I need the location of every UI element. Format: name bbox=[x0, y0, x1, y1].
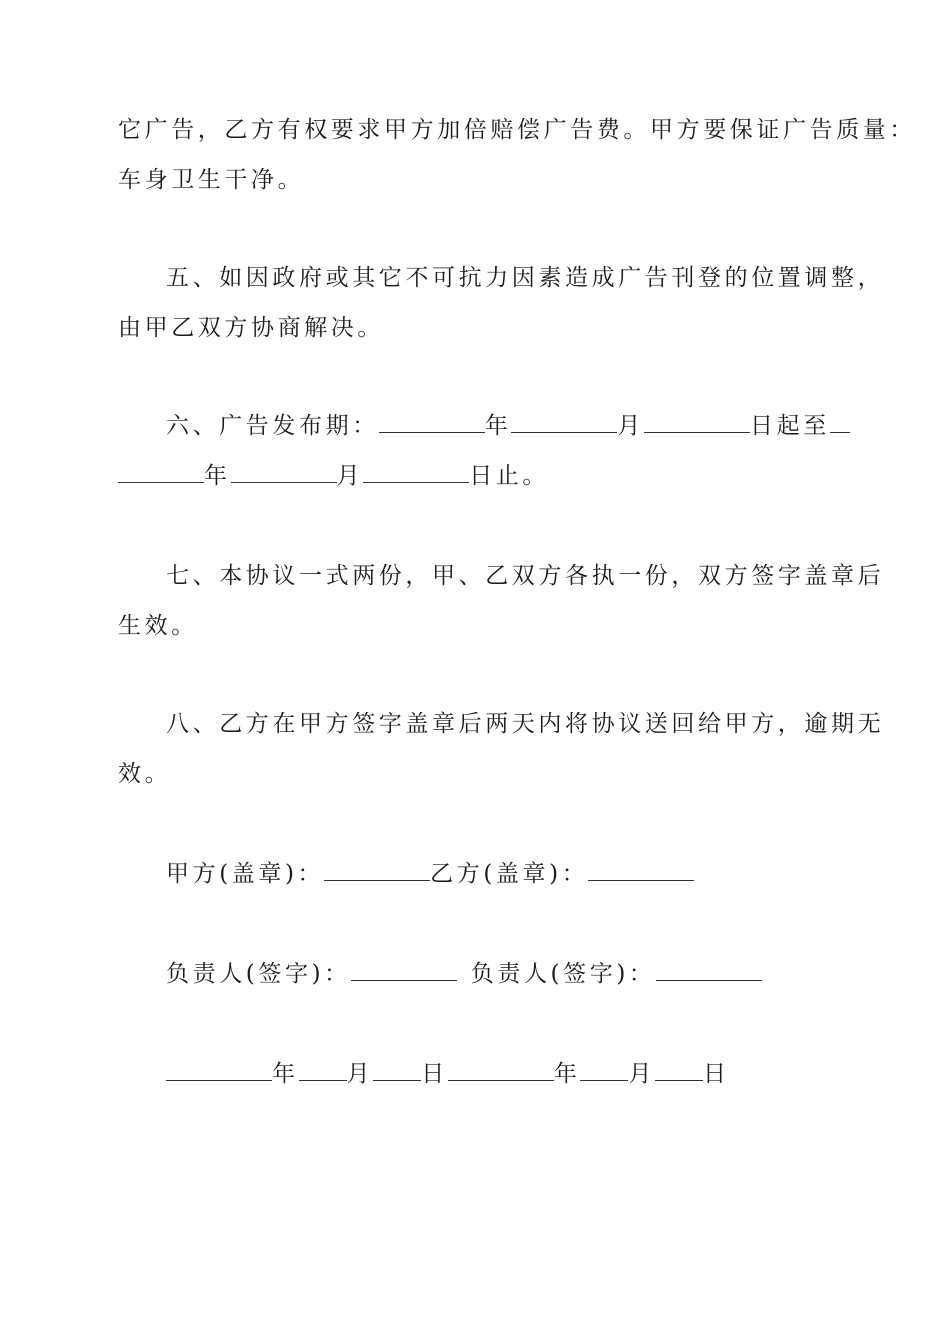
end-day-blank bbox=[363, 462, 469, 483]
date-b-month-label: 月 bbox=[628, 1061, 656, 1087]
end-month-blank bbox=[231, 462, 337, 483]
clause-7-line-2: 生效。 bbox=[118, 613, 198, 639]
start-day-label: 日起至 bbox=[750, 413, 830, 439]
seal-line bbox=[166, 860, 886, 888]
person-b-sign-label: 负责人(签字)： bbox=[470, 961, 656, 987]
date-a-day-label: 日 bbox=[421, 1061, 448, 1087]
date-a-month-label: 月 bbox=[346, 1061, 374, 1087]
date-b-day-blank bbox=[655, 1060, 703, 1081]
person-a-sign-blank bbox=[351, 960, 457, 981]
clause-8-line-1: 八、乙方在甲方签字盖章后两天内将协议送回给甲方，逾期无 bbox=[166, 711, 885, 737]
start-month-blank bbox=[511, 412, 617, 433]
date-a-year-label: 年 bbox=[272, 1061, 299, 1087]
clause-5-line-1: 五、如因政府或其它不可抗力因素造成广告刊登的位置调整， bbox=[166, 265, 885, 291]
signature-line bbox=[166, 960, 886, 988]
clause-4-line-1: 它广告，乙方有权要求甲方加倍赔偿广告费。甲方要保证广告质量： bbox=[118, 117, 916, 143]
start-year-label: 年 bbox=[484, 413, 512, 439]
party-a-seal-label: 甲方(盖章)： bbox=[166, 861, 325, 887]
clause-6-line-2 bbox=[118, 462, 838, 490]
end-year-label: 年 bbox=[204, 463, 231, 489]
date-b-month-blank bbox=[580, 1060, 628, 1081]
party-b-seal-blank bbox=[588, 860, 694, 881]
person-b-sign-blank bbox=[656, 960, 762, 981]
party-a-seal-blank bbox=[324, 860, 430, 881]
date-a-day-blank bbox=[373, 1060, 421, 1081]
clause-6-line-1 bbox=[166, 412, 886, 440]
end-month-label: 月 bbox=[336, 463, 364, 489]
clause-4-line-2: 车身卫生干净。 bbox=[118, 167, 305, 193]
date-a-month-blank bbox=[299, 1060, 347, 1081]
date-b-day-label: 日 bbox=[703, 1061, 730, 1087]
date-a-year-blank bbox=[166, 1060, 272, 1081]
person-a-sign-label: 负责人(签字)： bbox=[166, 961, 351, 987]
end-year-blank-head bbox=[830, 412, 850, 433]
start-day-blank bbox=[644, 412, 750, 433]
date-line bbox=[166, 1060, 886, 1088]
start-year-blank bbox=[379, 412, 485, 433]
end-day-label: 日止。 bbox=[469, 463, 550, 489]
start-month-label: 月 bbox=[617, 413, 645, 439]
date-b-year-blank bbox=[448, 1060, 554, 1081]
end-year-blank-tail bbox=[118, 462, 204, 483]
clause-7-line-1: 七、本协议一式两份，甲、乙双方各执一份，双方签字盖章后 bbox=[166, 563, 885, 589]
date-b-year-label: 年 bbox=[553, 1061, 581, 1087]
clause-8-line-2: 效。 bbox=[118, 761, 172, 787]
party-b-seal-label: 乙方(盖章)： bbox=[430, 861, 589, 887]
publish-period-label: 六、广告发布期： bbox=[166, 413, 379, 439]
clause-5-line-2: 由甲乙双方协商解决。 bbox=[118, 315, 384, 341]
